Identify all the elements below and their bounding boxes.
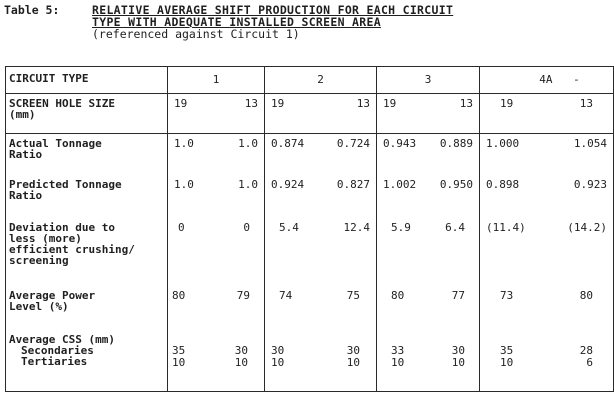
cell-c1: 80 79 — [168, 286, 265, 330]
table-row — [6, 175, 614, 218]
css-label: Average CSS (mm) — [9, 332, 115, 346]
cell-c4a: 73 80 — [480, 286, 614, 330]
table-number: Table 5: — [4, 3, 60, 17]
row-label — [6, 330, 168, 392]
cell-c3: 0.943 0.889 — [377, 134, 480, 175]
cell-c2: 74 75 — [265, 286, 377, 330]
table-title-line-2: TYPE WITH ADEQUATE INSTALLED SCREEN AREA — [92, 15, 381, 29]
table-caption — [4, 4, 604, 40]
table-row — [6, 218, 614, 286]
cell-c4a: 1.000 1.054 — [480, 134, 614, 175]
circuit-3-header: 3 — [377, 67, 480, 94]
cell-c4a: 0.898 0.923 — [480, 175, 614, 218]
production-table — [5, 66, 614, 392]
cell-c1: 1.0 1.0 — [168, 134, 265, 175]
table-row — [6, 94, 614, 134]
secondaries-label: Secondaries — [21, 343, 94, 357]
row-label: Predicted Tonnage Ratio — [6, 175, 168, 218]
circuit-4a-header — [480, 67, 614, 94]
row-label: SCREEN HOLE SIZE (mm) — [6, 94, 168, 134]
cell-c2: 0.924 0.827 — [265, 175, 377, 218]
row-label: Deviation due to less (more) efficient crushing/ screening — [6, 218, 168, 286]
tertiaries-label: Tertiaries — [21, 354, 88, 368]
cell-c2: 19 13 — [265, 94, 377, 134]
table-title-line-1: RELATIVE AVERAGE SHIFT PRODUCTION FOR EACH CIRCUIT — [92, 3, 454, 17]
row-label: Average Power Level (%) — [6, 286, 168, 330]
cell-c4a: (11.4) (14.2) — [480, 218, 614, 286]
cell-c4a: 19 13 — [480, 94, 614, 134]
circuit-1-header: 1 — [168, 67, 265, 94]
header-mark: - — [573, 73, 580, 86]
cell-c3: 1.002 0.950 — [377, 175, 480, 218]
header-row — [6, 67, 614, 94]
table-reference-note: (referenced against Circuit 1) — [92, 27, 300, 41]
cell-c2: 30 30 10 10 — [265, 330, 377, 392]
cell-c2: 5.4 12.4 — [265, 218, 377, 286]
circuit-2-header: 2 — [265, 67, 377, 94]
cell-c4a: 35 28 10 6 — [480, 330, 614, 392]
cell-c1: 1.0 1.0 — [168, 175, 265, 218]
table-row — [6, 134, 614, 175]
circuit-type-header: CIRCUIT TYPE — [6, 67, 168, 94]
cell-c3: 33 30 10 10 — [377, 330, 480, 392]
row-label: Actual Tonnage Ratio — [6, 134, 168, 175]
cell-c2: 0.874 0.724 — [265, 134, 377, 175]
table-row — [6, 286, 614, 330]
cell-c1: 0 0 — [168, 218, 265, 286]
cell-c1: 35 30 10 10 — [168, 330, 265, 392]
cell-c3: 5.9 6.4 — [377, 218, 480, 286]
cell-c3: 80 77 — [377, 286, 480, 330]
cell-c3: 19 13 — [377, 94, 480, 134]
cell-c1: 19 13 — [168, 94, 265, 134]
circuit-4a-label: 4A — [539, 73, 553, 86]
table-row — [6, 330, 614, 392]
